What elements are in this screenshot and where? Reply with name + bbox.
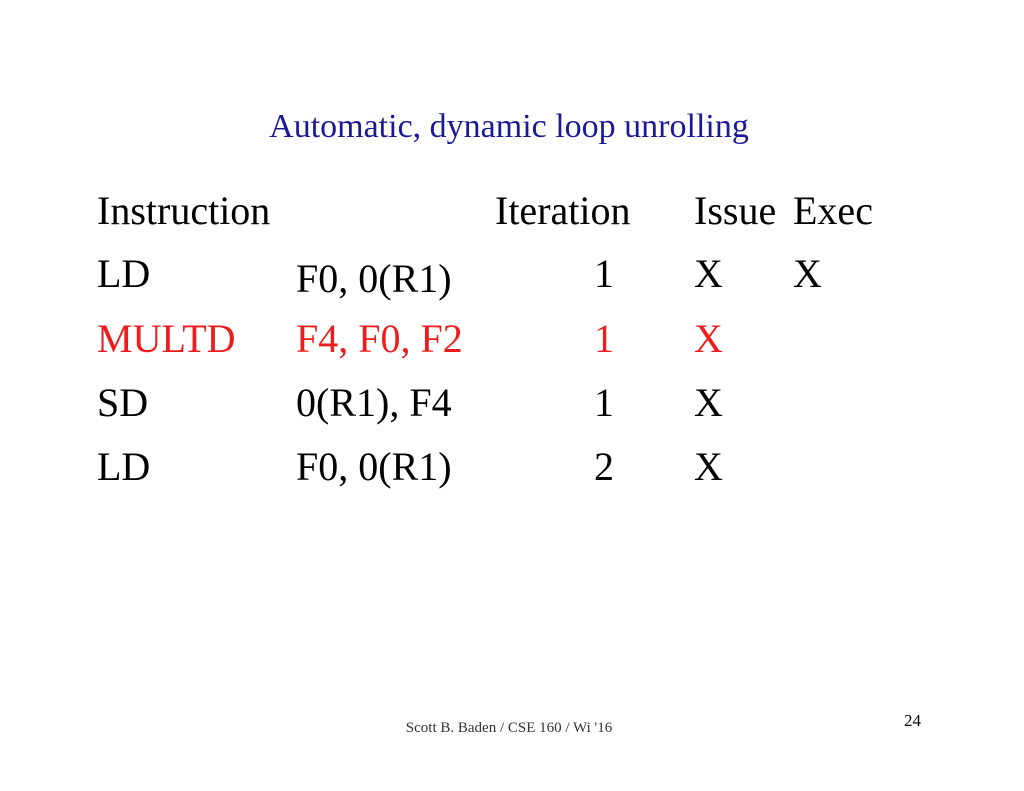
row-operands: 0(R1), F4 bbox=[296, 380, 452, 425]
header-exec: Exec bbox=[793, 188, 873, 233]
row-iteration: 2 bbox=[594, 444, 614, 489]
row-iteration: 1 bbox=[594, 380, 614, 425]
header-issue: Issue bbox=[694, 188, 777, 233]
row-issue: X bbox=[694, 444, 723, 489]
row-op: SD bbox=[97, 380, 149, 425]
row-issue: X bbox=[694, 380, 723, 425]
row-op: MULTD bbox=[97, 316, 236, 361]
row-iteration: 1 bbox=[594, 251, 614, 296]
row-exec: X bbox=[793, 251, 822, 296]
row-iteration: 1 bbox=[594, 316, 614, 361]
row-op: LD bbox=[97, 251, 151, 296]
row-issue: X bbox=[694, 251, 723, 296]
row-operands: F0, 0(R1) bbox=[296, 444, 452, 489]
header-instruction: Instruction bbox=[97, 188, 271, 233]
row-issue: X bbox=[694, 316, 723, 361]
row-operands: F4, F0, F2 bbox=[296, 316, 463, 361]
row-op: LD bbox=[97, 444, 151, 489]
slide-title: Automatic, dynamic loop unrolling bbox=[269, 108, 749, 145]
header-iteration: Iteration bbox=[495, 188, 631, 233]
page-number: 24 bbox=[904, 711, 921, 730]
row-operands: F0, 0(R1) bbox=[296, 256, 452, 301]
slide-footer: Scott B. Baden / CSE 160 / Wi '16 bbox=[405, 720, 613, 736]
